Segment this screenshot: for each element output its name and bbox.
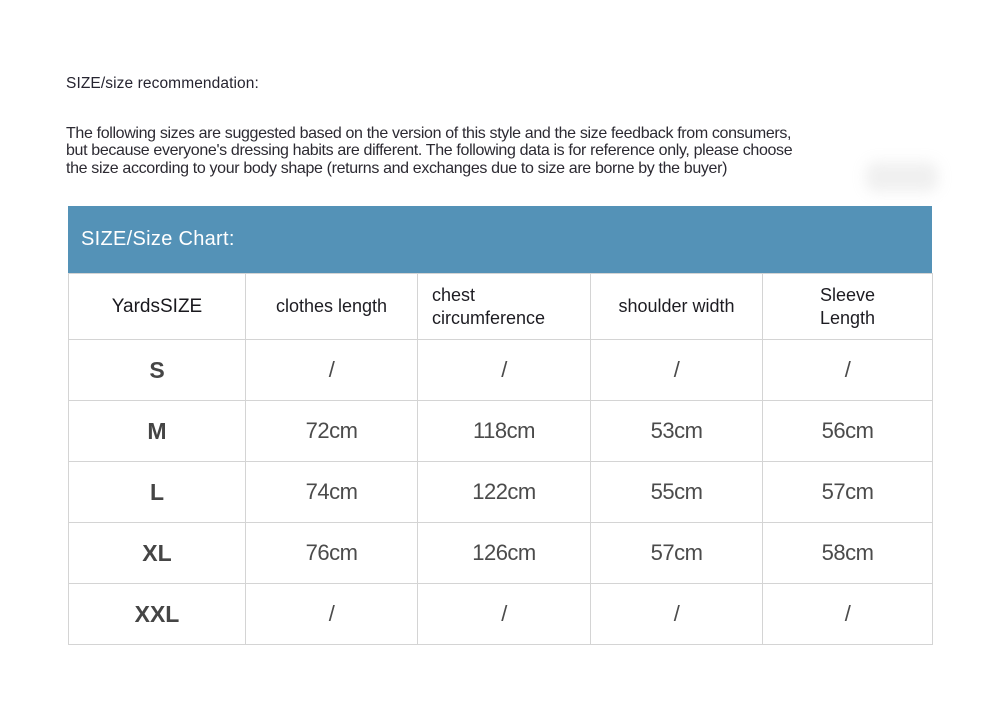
measurement-cell: 57cm xyxy=(763,462,933,523)
measurement-cell: 58cm xyxy=(763,523,933,584)
size-chart-body xyxy=(69,340,933,645)
page-title: SIZE/size recommendation: xyxy=(66,75,259,92)
measurement-cell: / xyxy=(591,340,763,401)
measurement-cell: / xyxy=(418,584,591,645)
size-description xyxy=(66,125,792,177)
measurement-cell: 74cm xyxy=(246,462,418,523)
size-row-S xyxy=(69,340,933,401)
watermark-smudge xyxy=(866,162,938,192)
size-label-cell: XXL xyxy=(69,584,246,645)
size-label-cell: XL xyxy=(69,523,246,584)
size-label-cell: L xyxy=(69,462,246,523)
column-header-shoulder-width: shoulder width xyxy=(591,274,763,340)
size-chart-header-row xyxy=(69,274,933,340)
measurement-cell: 118cm xyxy=(418,401,591,462)
column-header-yards-size: YardsSIZE xyxy=(69,274,246,340)
description-line-2: but because everyone's dressing habits are different. The following data is for reference only, please choose xyxy=(66,142,793,160)
measurement-cell: 55cm xyxy=(591,462,763,523)
measurement-cell: / xyxy=(246,340,418,401)
description-line-3: the size according to your body shape (returns and exchanges due to size are borne by the buyer) xyxy=(66,159,728,177)
size-label-cell: M xyxy=(69,401,246,462)
size-row-XL xyxy=(69,523,933,584)
measurement-cell: / xyxy=(591,584,763,645)
measurement-cell: / xyxy=(763,340,933,401)
measurement-cell: 126cm xyxy=(418,523,591,584)
measurement-cell: / xyxy=(246,584,418,645)
size-row-M xyxy=(69,401,933,462)
size-chart-banner-title: SIZE/Size Chart: xyxy=(81,228,235,250)
measurement-cell: 76cm xyxy=(246,523,418,584)
measurement-cell: 57cm xyxy=(591,523,763,584)
size-chart-table xyxy=(68,273,933,645)
column-header-clothes-length: clothes length xyxy=(246,274,418,340)
measurement-cell: / xyxy=(763,584,933,645)
measurement-cell: / xyxy=(418,340,591,401)
description-line-1: The following sizes are suggested based on the version of this style and the size feedback from consumers, xyxy=(66,125,792,142)
measurement-cell: 122cm xyxy=(418,462,591,523)
size-row-XXL xyxy=(69,584,933,645)
measurement-cell: 56cm xyxy=(763,401,933,462)
size-chart-banner xyxy=(68,206,932,273)
measurement-cell: 53cm xyxy=(591,401,763,462)
size-row-L xyxy=(69,462,933,523)
size-label-cell: S xyxy=(69,340,246,401)
column-header-chest-circumference: chest circumference xyxy=(418,274,591,340)
measurement-cell: 72cm xyxy=(246,401,418,462)
column-header-sleeve-length: Sleeve Length xyxy=(763,274,933,340)
